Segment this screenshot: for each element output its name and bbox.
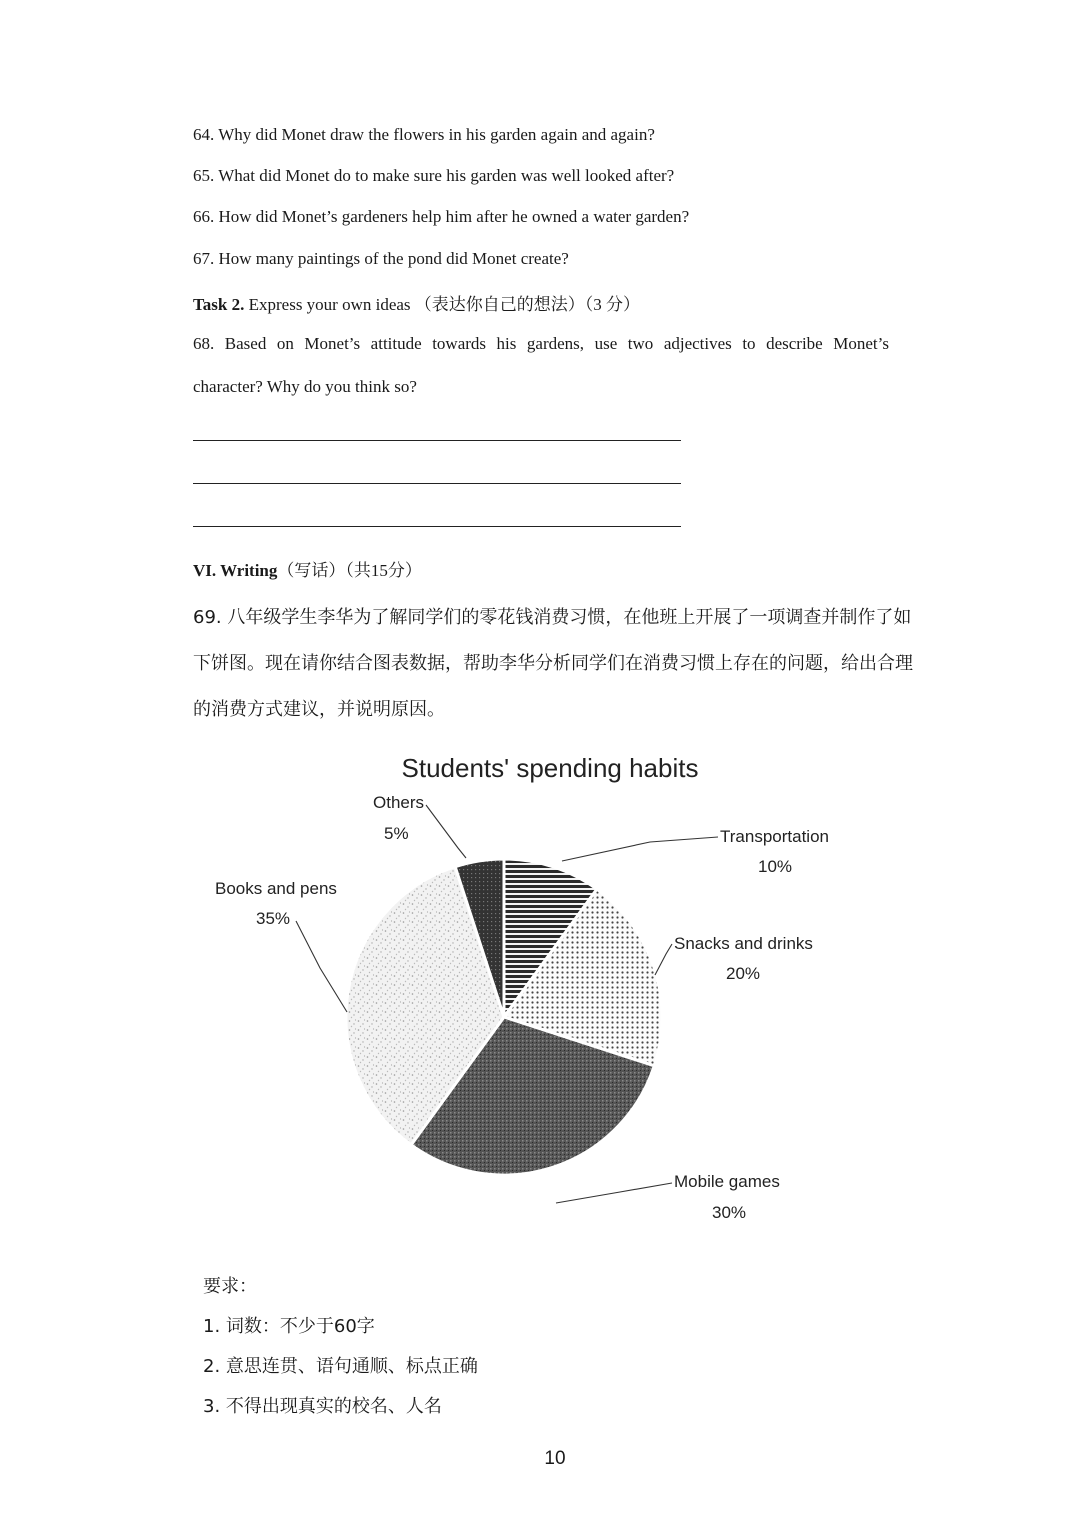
answer-line[interactable]	[193, 440, 681, 441]
task2-label: Task 2.	[193, 295, 245, 314]
leader-line-others	[426, 805, 466, 858]
requirements-title: 要求：	[203, 1276, 257, 1297]
label-transportation-name: Transportation	[720, 827, 829, 846]
writing-heading	[193, 556, 422, 581]
label-snacks-pct: 20%	[726, 964, 761, 983]
requirement-item: 2. 意思连贯、语句通顺、标点正确	[203, 1356, 478, 1377]
task2-heading	[193, 290, 640, 315]
question-69-line1: 69. 八年级学生李华为了解同学们的零花钱消费习惯，在他班上开展了一项调查并制作了如	[193, 607, 912, 628]
question-69-line3: 的消费方式建议，并说明原因。	[193, 699, 445, 720]
label-others-name: Others	[373, 793, 425, 812]
writing-title: VI. Writing	[193, 561, 278, 580]
answer-line[interactable]	[193, 526, 681, 527]
label-others-pct: 5%	[384, 824, 409, 843]
question-67: 67. How many paintings of the pond did Monet create?	[193, 249, 569, 268]
question-68-line1: 68. Based on Monet’s attitude towards his gardens, use two adjectives to describe Monet’s	[193, 334, 889, 353]
question-69	[193, 595, 913, 733]
question-68-line2: character? Why do you think so?	[193, 377, 417, 396]
question-65: 65. What did Monet do to make sure his garden was well looked after?	[193, 166, 675, 185]
page-number: 10	[544, 1448, 566, 1469]
label-mobile-games-name: Mobile games	[674, 1172, 780, 1191]
leader-line-books	[296, 921, 347, 1012]
leader-line-snacks	[655, 944, 672, 975]
question-69-line2: 下饼图。现在请你结合图表数据，帮助李华分析同学们在消费习惯上存在的问题，给出合理	[193, 653, 913, 674]
pie-chart	[150, 740, 870, 1250]
question-66: 66. How did Monet’s gardeners help him after he owned a water garden?	[193, 207, 690, 226]
task2-text: Express your own ideas （表达你自己的想法）（3 分）	[244, 295, 641, 314]
leader-line-mobile-games	[556, 1183, 672, 1203]
answer-line[interactable]	[193, 483, 681, 484]
requirement-item: 1. 词数：不少于60字	[203, 1316, 375, 1337]
writing-subtitle: （写话）（共15分）	[277, 561, 422, 580]
question-64: 64. Why did Monet draw the flowers in his garden again and again?	[193, 125, 655, 144]
label-books-pct: 35%	[256, 909, 291, 928]
chart-title: Students' spending habits	[401, 753, 699, 783]
label-transportation-pct: 10%	[758, 857, 793, 876]
leader-line-transportation	[562, 837, 718, 861]
requirement-item: 3. 不得出现真实的校名、人名	[203, 1396, 442, 1417]
label-mobile-games-pct: 30%	[712, 1203, 747, 1222]
label-books-name: Books and pens	[215, 879, 337, 898]
label-snacks-name: Snacks and drinks	[674, 934, 813, 953]
